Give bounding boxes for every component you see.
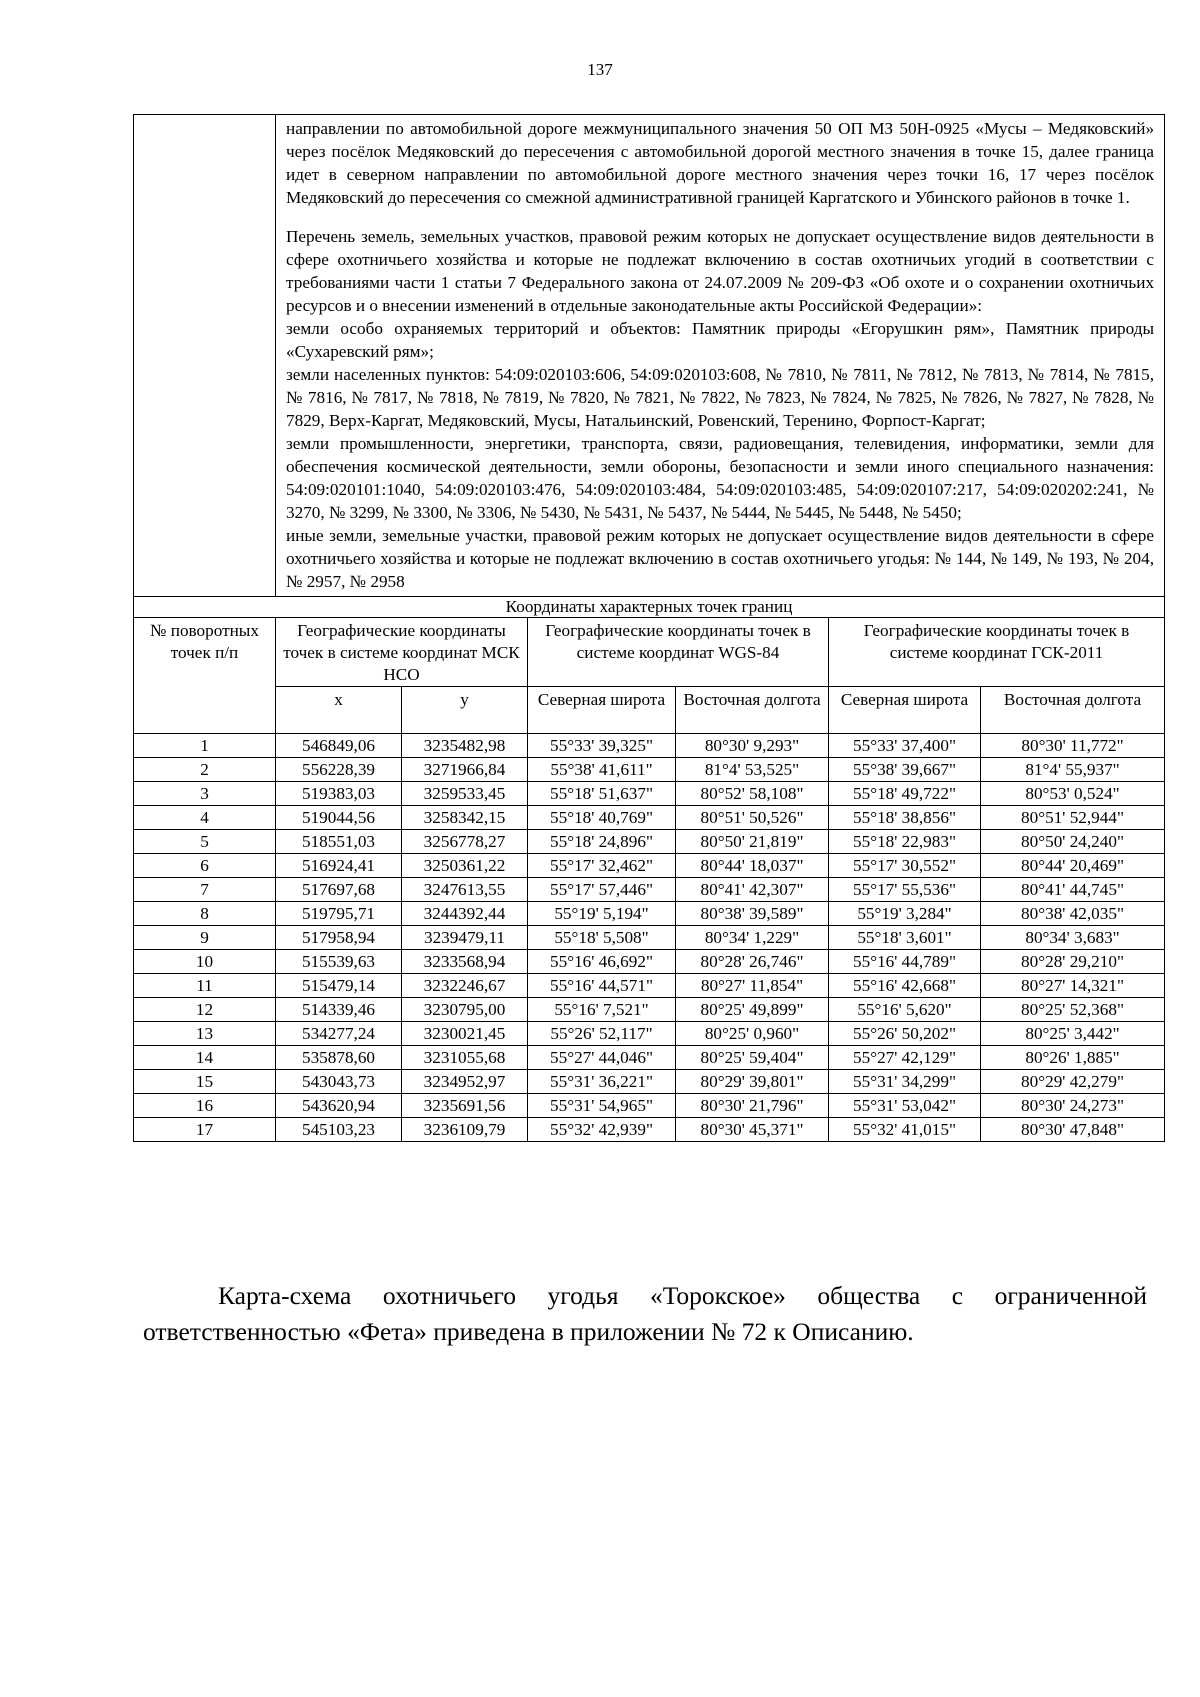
- cell-x-value: 515479,14: [276, 974, 402, 998]
- cell-point-number: 3: [134, 782, 276, 806]
- cell-lon-wgs: 80°52' 58,108": [676, 782, 829, 806]
- cell-lat-gsk: 55°27' 42,129": [829, 1046, 981, 1070]
- cell-point-number: 13: [134, 1022, 276, 1046]
- table-header-row: [134, 618, 1165, 687]
- cell-y-value: 3239479,11: [402, 926, 528, 950]
- table-subheader-row: [134, 687, 1165, 734]
- cell-lon-gsk: 80°30' 24,273": [981, 1094, 1165, 1118]
- cell-y-value: 3244392,44: [402, 902, 528, 926]
- cell-point-number: 6: [134, 854, 276, 878]
- table-row: [134, 974, 1165, 998]
- cell-lat-wgs: 55°17' 32,462": [528, 854, 676, 878]
- boundary-description: направлении по автомобильной дороге межмуниципального значения 50 ОП МЗ 50Н-0925 «Мусы – Медяковский» через посёлок Медяковский до пересечения с автомобильной дорогой местного значения в точке 15, далее граница идет в северном направлении по автомобильной дороге местного значения через точки 16, 17 через посёлок Медяковский до пересечения со смежной административной границей Каргатского и Убинского районов в точке 1.: [286, 119, 1155, 207]
- cell-y-value: 3236109,79: [402, 1118, 528, 1142]
- cell-y-value: 3258342,15: [402, 806, 528, 830]
- cell-x-value: 556228,39: [276, 758, 402, 782]
- cell-lat-gsk: 55°18' 38,856": [829, 806, 981, 830]
- cell-y-value: 3230795,00: [402, 998, 528, 1022]
- cell-lon-wgs: 80°30' 21,796": [676, 1094, 829, 1118]
- cell-point-number: 16: [134, 1094, 276, 1118]
- cell-lon-wgs: 80°30' 9,293": [676, 734, 829, 758]
- cell-point-number: 10: [134, 950, 276, 974]
- cell-x-value: 515539,63: [276, 950, 402, 974]
- cell-lon-wgs: 81°4' 53,525": [676, 758, 829, 782]
- cell-lat-gsk: 55°38' 39,667": [829, 758, 981, 782]
- cell-x-value: 543043,73: [276, 1070, 402, 1094]
- cell-lon-gsk: 80°30' 47,848": [981, 1118, 1165, 1142]
- cell-lat-gsk: 55°16' 42,668": [829, 974, 981, 998]
- cell-lat-gsk: 55°31' 34,299": [829, 1070, 981, 1094]
- cell-lon-wgs: 80°27' 11,854": [676, 974, 829, 998]
- cell-y-value: 3232246,67: [402, 974, 528, 998]
- header-wgs84: Географические координаты точек в системе координат WGS-84: [528, 618, 829, 687]
- table-row: [134, 758, 1165, 782]
- cell-lat-wgs: 55°38' 41,611": [528, 758, 676, 782]
- cell-lon-gsk: 80°29' 42,279": [981, 1070, 1165, 1094]
- cell-y-value: 3233568,94: [402, 950, 528, 974]
- cell-lat-wgs: 55°32' 42,939": [528, 1118, 676, 1142]
- cell-lon-gsk: 80°50' 24,240": [981, 830, 1165, 854]
- cell-lat-wgs: 55°26' 52,117": [528, 1022, 676, 1046]
- cell-point-number: 8: [134, 902, 276, 926]
- cell-lon-wgs: 80°34' 1,229": [676, 926, 829, 950]
- header-lat-gsk: Северная широта: [829, 687, 981, 734]
- table-row: [134, 1046, 1165, 1070]
- cell-y-value: 3250361,22: [402, 854, 528, 878]
- cell-lon-wgs: 80°41' 42,307": [676, 878, 829, 902]
- page-number: 137: [587, 60, 613, 79]
- cell-lon-wgs: 80°25' 49,899": [676, 998, 829, 1022]
- table-row: [134, 878, 1165, 902]
- cell-point-number: 11: [134, 974, 276, 998]
- cell-x-value: 543620,94: [276, 1094, 402, 1118]
- cell-lon-gsk: 80°25' 3,442": [981, 1022, 1165, 1046]
- table-row: [134, 1094, 1165, 1118]
- cell-y-value: 3247613,55: [402, 878, 528, 902]
- empty-cell: [134, 115, 276, 597]
- cell-lon-gsk: 80°41' 44,745": [981, 878, 1165, 902]
- cell-y-value: 3235691,56: [402, 1094, 528, 1118]
- cell-lat-wgs: 55°33' 39,325": [528, 734, 676, 758]
- cell-x-value: 546849,06: [276, 734, 402, 758]
- cell-lat-wgs: 55°18' 5,508": [528, 926, 676, 950]
- table-row: [134, 950, 1165, 974]
- cell-lat-wgs: 55°31' 54,965": [528, 1094, 676, 1118]
- cell-lat-gsk: 55°17' 30,552": [829, 854, 981, 878]
- cell-lon-wgs: 80°50' 21,819": [676, 830, 829, 854]
- cell-point-number: 7: [134, 878, 276, 902]
- cell-y-value: 3235482,98: [402, 734, 528, 758]
- text-block: [276, 115, 1165, 597]
- cell-x-value: 514339,46: [276, 998, 402, 1022]
- cell-lat-gsk: 55°18' 49,722": [829, 782, 981, 806]
- cell-x-value: 545103,23: [276, 1118, 402, 1142]
- coordinates-table: [133, 114, 1165, 1142]
- cell-x-value: 518551,03: [276, 830, 402, 854]
- cell-lon-gsk: 80°30' 11,772": [981, 734, 1165, 758]
- settlement-lands: земли населенных пунктов: 54:09:020103:606, 54:09:020103:608, № 7810, № 7811, № 7812, № 7813, № 7814, № 7815, № 7816, № 7817, № 7818, № 7819, № 7820, № 7821, № 7822, № 7823, № 7824, № 7825, № 7826, № 7827, № 7828, № 7829, Верх-Каргат, Медяковский, Мусы, Натальинский, Ровенский, Теренино, Форпост-Каргат;: [286, 365, 1155, 430]
- cell-lat-gsk: 55°18' 22,983": [829, 830, 981, 854]
- table-row: [134, 902, 1165, 926]
- cell-lat-wgs: 55°18' 40,769": [528, 806, 676, 830]
- cell-lon-wgs: 80°51' 50,526": [676, 806, 829, 830]
- table-row: [134, 926, 1165, 950]
- cell-lat-wgs: 55°16' 44,571": [528, 974, 676, 998]
- cell-lat-wgs: 55°19' 5,194": [528, 902, 676, 926]
- header-y: y: [402, 687, 528, 734]
- cell-lon-gsk: 80°28' 29,210": [981, 950, 1165, 974]
- header-x: x: [276, 687, 402, 734]
- cell-y-value: 3231055,68: [402, 1046, 528, 1070]
- cell-lon-wgs: 80°25' 59,404": [676, 1046, 829, 1070]
- cell-lon-wgs: 80°38' 39,589": [676, 902, 829, 926]
- cell-y-value: 3230021,45: [402, 1022, 528, 1046]
- cell-lat-wgs: 55°16' 46,692": [528, 950, 676, 974]
- cell-x-value: 534277,24: [276, 1022, 402, 1046]
- cell-lon-gsk: 80°38' 42,035": [981, 902, 1165, 926]
- table-row: [134, 1022, 1165, 1046]
- table-row: [134, 854, 1165, 878]
- cell-y-value: 3234952,97: [402, 1070, 528, 1094]
- protected-territories: земли особо охраняемых территорий и объектов: Памятник природы «Егорушкин рям», Памятник природы «Сухаревский рям»;: [286, 319, 1155, 361]
- cell-lat-gsk: 55°33' 37,400": [829, 734, 981, 758]
- table-row: [134, 806, 1165, 830]
- cell-x-value: 535878,60: [276, 1046, 402, 1070]
- cell-lon-gsk: 81°4' 55,937": [981, 758, 1165, 782]
- table-caption-row: [134, 597, 1165, 618]
- cell-lat-wgs: 55°18' 51,637": [528, 782, 676, 806]
- cell-lon-gsk: 80°44' 20,469": [981, 854, 1165, 878]
- table-body: [134, 734, 1165, 1142]
- header-point-number: № поворотных точек п/п: [134, 618, 276, 734]
- cell-y-value: 3271966,84: [402, 758, 528, 782]
- cell-lon-gsk: 80°25' 52,368": [981, 998, 1165, 1022]
- cell-lat-gsk: 55°17' 55,536": [829, 878, 981, 902]
- cell-x-value: 517697,68: [276, 878, 402, 902]
- cell-y-value: 3259533,45: [402, 782, 528, 806]
- cell-lat-gsk: 55°19' 3,284": [829, 902, 981, 926]
- cell-point-number: 4: [134, 806, 276, 830]
- cell-lon-gsk: 80°34' 3,683": [981, 926, 1165, 950]
- table-row: [134, 1118, 1165, 1142]
- cell-x-value: 517958,94: [276, 926, 402, 950]
- cell-lat-wgs: 55°27' 44,046": [528, 1046, 676, 1070]
- cell-point-number: 14: [134, 1046, 276, 1070]
- footer-note: Карта-схема охотничьего угодья «Торокское» общества с ограниченной ответственностью «Фета» приведена в приложении № 72 к Описанию.: [143, 1281, 1147, 1346]
- table-row: [134, 1070, 1165, 1094]
- cell-lat-wgs: 55°17' 57,446": [528, 878, 676, 902]
- header-msk: Географические координаты точек в системе координат МСК НСО: [276, 618, 528, 687]
- cell-x-value: 519383,03: [276, 782, 402, 806]
- cell-lon-wgs: 80°25' 0,960": [676, 1022, 829, 1046]
- other-lands: иные земли, земельные участки, правовой режим которых не допускает осуществление видов деятельности в сфере охотничьего хозяйства и которые не подлежат включению в состав охотничьего угодья: № 144, № 149, № 193, № 204, № 2957, № 2958: [286, 526, 1155, 591]
- cell-lon-wgs: 80°29' 39,801": [676, 1070, 829, 1094]
- text-block-row: [134, 115, 1165, 597]
- table-row: [134, 782, 1165, 806]
- header-lat-wgs: Северная широта: [528, 687, 676, 734]
- cell-lon-wgs: 80°30' 45,371": [676, 1118, 829, 1142]
- cell-lon-wgs: 80°28' 26,746": [676, 950, 829, 974]
- table-caption: Координаты характерных точек границ: [134, 597, 1165, 618]
- cell-lon-gsk: 80°51' 52,944": [981, 806, 1165, 830]
- cell-lat-gsk: 55°18' 3,601": [829, 926, 981, 950]
- excluded-lands-intro: Перечень земель, земельных участков, правовой режим которых не допускает осуществление видов деятельности в сфере охотничьего хозяйства и которые не подлежат включению в состав охотничьих угодий в соответствии с требованиями части 1 статьи 7 Федерального закона от 24.07.2009 № 209-ФЗ «Об охоте и о сохранении охотничьих ресурсов и о внесении изменений в отдельные законодательные акты Российской Федерации»:: [286, 227, 1155, 315]
- cell-lon-wgs: 80°44' 18,037": [676, 854, 829, 878]
- cell-lat-gsk: 55°31' 53,042": [829, 1094, 981, 1118]
- cell-lat-gsk: 55°16' 44,789": [829, 950, 981, 974]
- cell-point-number: 5: [134, 830, 276, 854]
- cell-lon-gsk: 80°27' 14,321": [981, 974, 1165, 998]
- header-lon-wgs: Восточная долгота: [676, 687, 829, 734]
- table-row: [134, 998, 1165, 1022]
- table-row: [134, 830, 1165, 854]
- cell-lat-gsk: 55°26' 50,202": [829, 1022, 981, 1046]
- cell-lat-gsk: 55°16' 5,620": [829, 998, 981, 1022]
- cell-x-value: 516924,41: [276, 854, 402, 878]
- cell-point-number: 17: [134, 1118, 276, 1142]
- cell-point-number: 2: [134, 758, 276, 782]
- cell-lat-gsk: 55°32' 41,015": [829, 1118, 981, 1142]
- cell-point-number: 12: [134, 998, 276, 1022]
- header-lon-gsk: Восточная долгота: [981, 687, 1165, 734]
- cell-lon-gsk: 80°53' 0,524": [981, 782, 1165, 806]
- cell-lat-wgs: 55°31' 36,221": [528, 1070, 676, 1094]
- cell-lat-wgs: 55°16' 7,521": [528, 998, 676, 1022]
- cell-y-value: 3256778,27: [402, 830, 528, 854]
- cell-lon-gsk: 80°26' 1,885": [981, 1046, 1165, 1070]
- cell-point-number: 9: [134, 926, 276, 950]
- cell-lat-wgs: 55°18' 24,896": [528, 830, 676, 854]
- industrial-lands: земли промышленности, энергетики, транспорта, связи, радиовещания, телевидения, информатики, земли для обеспечения космической деятельности, земли обороны, безопасности и земли иного специального назначения: 54:09:020101:1040, 54:09:020103:476, 54:09:020103:484, 54:09:020103:485, 54:09:020107:217, 54:09:020202:241, № 3270, № 3299, № 3300, № 3306, № 5430, № 5431, № 5437, № 5444, № 5445, № 5448, № 5450;: [286, 434, 1155, 522]
- table-row: [134, 734, 1165, 758]
- cell-x-value: 519044,56: [276, 806, 402, 830]
- cell-x-value: 519795,71: [276, 902, 402, 926]
- header-gsk2011: Географические координаты точек в системе координат ГСК-2011: [829, 618, 1165, 687]
- cell-point-number: 1: [134, 734, 276, 758]
- cell-point-number: 15: [134, 1070, 276, 1094]
